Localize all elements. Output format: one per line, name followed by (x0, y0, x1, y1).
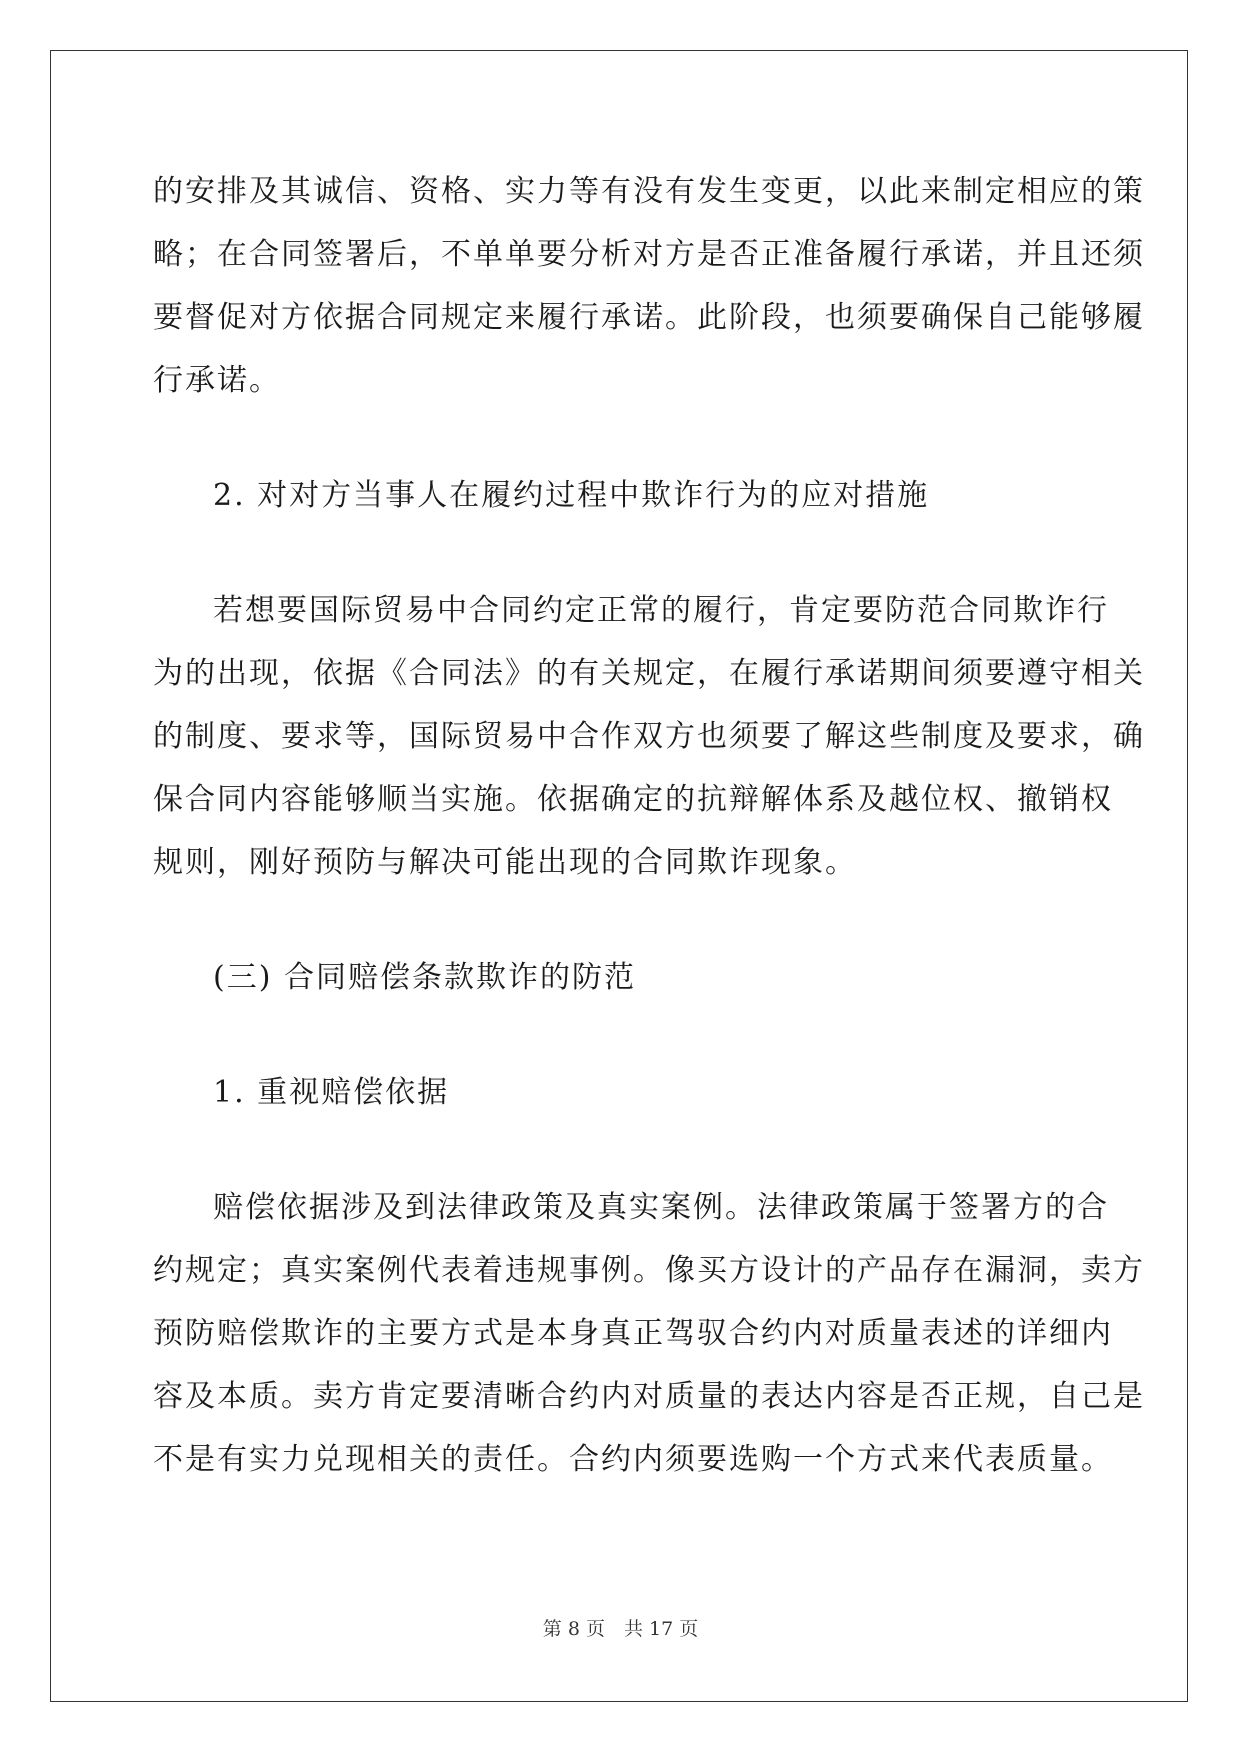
text-line: 约规定；真实案例代表着违规事例。像买方设计的产品存在漏洞，卖方 (153, 1253, 1145, 1288)
text-line: 的安排及其诚信、资格、实力等有没有发生变更，以此来制定相应的策 (153, 174, 1145, 209)
text-line: 行承诺。 (153, 363, 281, 398)
text-line: 赔偿依据涉及到法律政策及真实案例。法律政策属于签署方的合 (213, 1190, 1109, 1225)
paragraph-compensation-basis (153, 1176, 1145, 1491)
text-line: 略；在合同签署后，不单单要分析对方是否正准备履行承诺，并且还须 (153, 237, 1145, 272)
text-line: 的制度、要求等，国际贸易中合作双方也须要了解这些制度及要求，确 (153, 719, 1145, 754)
text-line: 预防赔偿欺诈的主要方式是本身真正驾驭合约内对质量表述的详细内 (153, 1316, 1113, 1351)
text-line: 规则，刚好预防与解决可能出现的合同欺诈现象。 (153, 845, 857, 880)
subsection-heading-compensation-basis: 1. 重视赔偿依据 (213, 1075, 450, 1110)
text-line: 要督促对方依据合同规定来履行承诺。此阶段，也须要确保自己能够履 (153, 300, 1145, 335)
section-heading-fraud-response: 2. 对对方当事人在履约过程中欺诈行为的应对措施 (213, 478, 930, 513)
section-heading-compensation-clause: (三) 合同赔偿条款欺诈的防范 (213, 960, 636, 995)
paragraph-fraud-prevention (153, 579, 1145, 894)
text-line: 为的出现，依据《合同法》的有关规定，在履行承诺期间须要遵守相关 (153, 656, 1145, 691)
document-body (153, 160, 1145, 1491)
text-line: 不是有实力兑现相关的责任。合约内须要选购一个方式来代表质量。 (153, 1442, 1113, 1477)
text-line: 容及本质。卖方肯定要清晰合约内对质量的表达内容是否正规，自己是 (153, 1379, 1145, 1414)
paragraph-continuation (153, 160, 1145, 412)
text-line: 若想要国际贸易中合同约定正常的履行，肯定要防范合同欺诈行 (213, 593, 1109, 628)
page-number-footer: 第 8 页 共 17 页 (542, 1618, 699, 1640)
text-line: 保合同内容能够顺当实施。依据确定的抗辩解体系及越位权、撤销权 (153, 782, 1113, 817)
